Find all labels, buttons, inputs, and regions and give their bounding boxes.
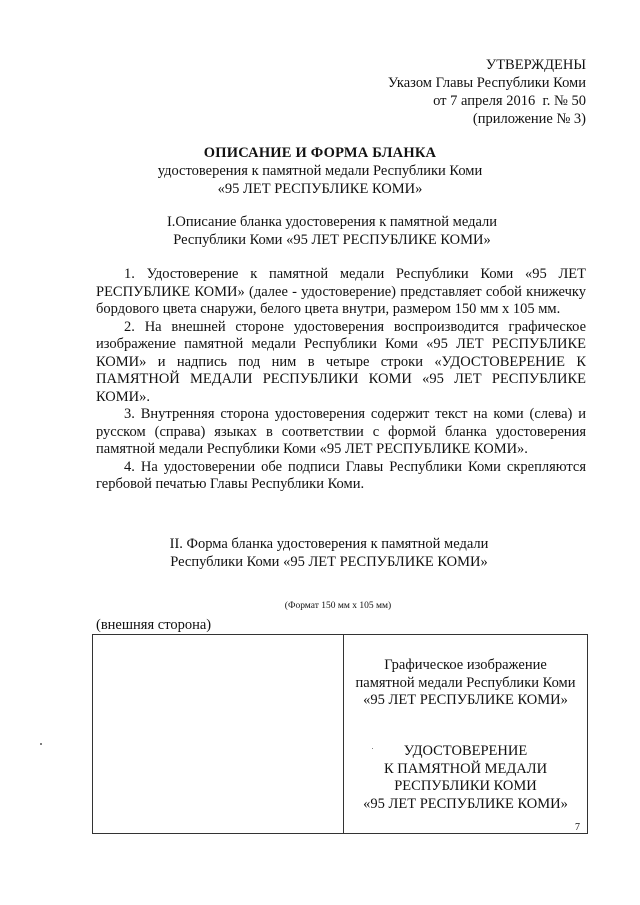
- approval-status: УТВЕРЖДЕНЫ: [485, 57, 586, 73]
- graphic-line-2: памятной медали Республики Коми: [355, 674, 576, 691]
- cert-line-4: «95 ЛЕТ РЕСПУБЛИКЕ КОМИ»: [363, 795, 568, 812]
- paragraph-1: 1. Удостоверение к памятной медали Республики Коми «95 ЛЕТ РЕСПУБЛИКЕ КОМИ» (далее - удостоверение) представляет собой книжечку бордового цвета снаружи, белого цвета внутри, размером 150 мм х 105 мм.: [96, 266, 586, 317]
- description-body: [96, 266, 586, 494]
- cert-line-2: К ПАМЯТНОЙ МЕДАЛИ: [383, 760, 548, 777]
- outer-side-label: (внешняя сторона): [96, 617, 212, 633]
- certificate-inscription: [344, 743, 587, 813]
- approval-appendix: (приложение № 3): [472, 111, 586, 127]
- approval-block: [388, 56, 586, 128]
- approval-decree: Указом Главы Республики Коми: [387, 75, 586, 91]
- medal-graphic-placeholder: [344, 657, 587, 710]
- section-1-heading-line-2: Республики Коми «95 ЛЕТ РЕСПУБЛИКЕ КОМИ»: [173, 232, 491, 248]
- section-2-heading-line-2: Республики Коми «95 ЛЕТ РЕСПУБЛИКЕ КОМИ»: [170, 554, 488, 570]
- document-title: [0, 144, 640, 198]
- title-subtitle-2: «95 ЛЕТ РЕСПУБЛИКЕ КОМИ»: [217, 181, 423, 197]
- section-1-heading: [24, 213, 640, 249]
- title-subtitle-1: удостоверения к памятной медали Республики Коми: [157, 163, 483, 179]
- paragraph-2: 2. На внешней стороне удостоверения воспроизводится графическое изображение памятной медали Республики Коми «95 ЛЕТ РЕСПУБЛИКЕ КОМИ» и надпись под ним в четыре строки «УДОСТОВЕРЕНИЕ К ПАМЯТНОЙ МЕДАЛИ РЕСПУБЛИКИ КОМИ «95 ЛЕТ РЕСПУБЛИКЕ КОМИ».: [96, 318, 586, 405]
- form-front-cover: [344, 635, 587, 833]
- section-1-heading-line-1: I.Описание бланка удостоверения к памятной медали: [166, 214, 498, 230]
- paragraph-4: 4. На удостоверении обе подписи Главы Республики Коми скрепляются гербовой печатью Главы Республики Коми.: [96, 458, 586, 492]
- section-2-heading: [18, 535, 640, 571]
- scan-speck: [372, 748, 373, 749]
- title-main: ОПИСАНИЕ И ФОРМА БЛАНКА: [203, 145, 437, 161]
- approval-date: от 7 апреля 2016 г. № 50: [433, 93, 586, 109]
- section-2-heading-line-1: II. Форма бланка удостоверения к памятной медали: [169, 536, 489, 552]
- cert-line-3: РЕСПУБЛИКИ КОМИ: [394, 778, 537, 794]
- graphic-line-3: «95 ЛЕТ РЕСПУБЛИКЕ КОМИ»: [363, 692, 568, 708]
- paragraph-3: 3. Внутренняя сторона удостоверения содержит текст на коми (слева) и русском (справа) языках в соответствии с формой бланка удостоверения памятной медали Республики Коми «95 ЛЕТ РЕСПУБЛИКЕ КОМИ».: [96, 406, 586, 457]
- certificate-form-outer: [92, 634, 588, 834]
- scan-speck: [40, 743, 42, 745]
- format-note: (Формат 150 мм х 105 мм): [284, 601, 392, 611]
- graphic-line-1: Графическое изображение: [384, 657, 547, 673]
- page-number: 7: [575, 822, 580, 833]
- cert-line-1: УДОСТОВЕРЕНИЕ: [403, 743, 528, 759]
